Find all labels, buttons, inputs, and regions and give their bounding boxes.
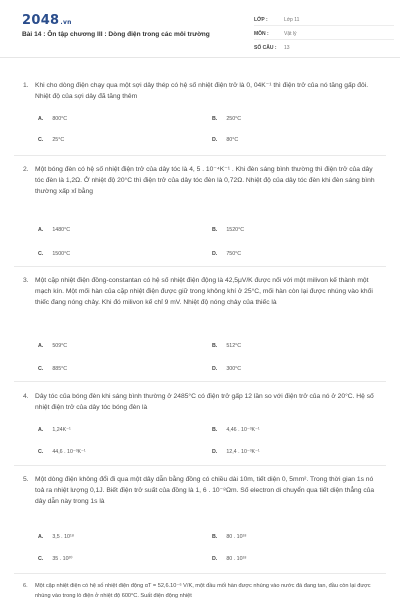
option-text: 1480°C xyxy=(52,227,71,233)
page-title: Bài 14 : Ôn tập chương III : Dòng điện trong các môi trường xyxy=(22,31,210,38)
option-letter: B. xyxy=(212,427,218,433)
option-text: 509°C xyxy=(52,343,68,349)
option-text: 80 . 10¹⁸ xyxy=(226,556,247,562)
option-text: 25°C xyxy=(52,137,65,143)
question-4 xyxy=(23,391,383,413)
question-text: Một bóng đèn có hệ số nhiệt điện trở của dây tóc là 4, 5 . 10⁻⁴K⁻¹ . Khi đèn sáng bình thường thì điện trở của dây tóc đèn là 1,2Ω. Ở nhiệt độ 20°C thì điện trở của dây tóc đèn là 0,72Ω. Nhiệt độ của dây tóc đèn khi đèn sáng bình thường xấp xỉ bằng xyxy=(35,166,375,195)
option-c[interactable] xyxy=(38,556,72,562)
option-text: 512°C xyxy=(226,343,242,349)
option-letter: D. xyxy=(212,556,218,562)
meta-key: SỐ CÂU : xyxy=(254,45,277,51)
option-letter: D. xyxy=(212,137,218,143)
option-text: 4,46 . 10⁻³K⁻¹ xyxy=(226,427,260,433)
logo-suffix: .vn xyxy=(60,19,72,26)
option-text: 44,6 . 10⁻³K⁻¹ xyxy=(52,449,86,455)
option-letter: A. xyxy=(38,116,44,122)
option-letter: C. xyxy=(38,556,44,562)
option-letter: D. xyxy=(212,449,218,455)
option-d[interactable] xyxy=(212,556,247,562)
option-text: 250°C xyxy=(226,116,242,122)
option-letter: C. xyxy=(38,366,44,372)
question-number: 4. xyxy=(23,393,29,400)
option-letter: C. xyxy=(38,251,44,257)
meta-key: MÔN : xyxy=(254,31,269,37)
option-a[interactable] xyxy=(38,227,70,233)
option-a[interactable] xyxy=(38,116,67,122)
option-a[interactable] xyxy=(38,534,74,540)
option-text: 35 . 10²⁰ xyxy=(52,556,73,562)
option-b[interactable] xyxy=(212,534,247,540)
question-3 xyxy=(23,275,383,308)
option-letter: D. xyxy=(212,251,218,257)
meta-key: LỚP : xyxy=(254,17,268,23)
meta-value: 13 xyxy=(284,45,290,51)
option-letter: B. xyxy=(212,116,218,122)
question-1 xyxy=(23,80,383,102)
divider xyxy=(14,266,386,267)
question-text: Dây tóc của bóng đèn khi sáng bình thường ở 2485°C có điện trở gấp 12 lần so với điện trở của nó ở 20°C. Hệ số nhiệt điện trở của dây tóc bóng đèn là xyxy=(35,393,374,411)
site-logo[interactable] xyxy=(22,13,72,28)
meta-count xyxy=(254,42,394,54)
question-number: 3. xyxy=(23,277,29,284)
option-letter: B. xyxy=(212,343,218,349)
option-a[interactable] xyxy=(38,427,71,433)
option-text: 1,24K⁻¹ xyxy=(52,427,71,433)
option-c[interactable] xyxy=(38,449,86,455)
meta-value: Vật lý xyxy=(284,31,297,37)
header xyxy=(0,0,400,58)
option-b[interactable] xyxy=(212,116,241,122)
question-number: 5. xyxy=(23,476,29,483)
option-c[interactable] xyxy=(38,137,64,143)
option-text: 300°C xyxy=(226,366,242,372)
question-text: Một dòng điện không đổi đi qua một dây dẫn bằng đồng có chiều dài 10m, tiết diện 0, 5mm². Trong thời gian 1s nó toả ra nhiệt lượng 0,1J. Biết điện trở suất của đồng là 1, 6 . 10⁻⁸Ωm. Số electron di chuyển qua tiết diện thẳng của dây dẫn này trong 1s là xyxy=(35,476,375,505)
divider xyxy=(14,381,386,382)
option-c[interactable] xyxy=(38,251,70,257)
divider xyxy=(14,155,386,156)
option-letter: A. xyxy=(38,427,44,433)
option-letter: B. xyxy=(212,534,218,540)
question-6 xyxy=(23,581,383,600)
option-d[interactable] xyxy=(212,449,260,455)
option-letter: C. xyxy=(38,449,44,455)
option-d[interactable] xyxy=(212,366,241,372)
question-number: 6. xyxy=(23,583,28,589)
divider xyxy=(14,573,386,574)
option-text: 12,4 . 10⁻³K⁻¹ xyxy=(226,449,260,455)
option-letter: A. xyxy=(38,343,44,349)
question-text: Khi cho dòng điện chạy qua một sợi dây thép có hệ số nhiệt điện trở là 0, 04K⁻¹ thì điện trở của nó tăng gấp đôi. Nhiệt độ của sợi dây đã tăng thêm xyxy=(35,82,369,100)
option-c[interactable] xyxy=(38,366,67,372)
question-2 xyxy=(23,164,383,197)
logo-main: 2048 xyxy=(22,13,60,28)
option-b[interactable] xyxy=(212,427,260,433)
option-a[interactable] xyxy=(38,343,67,349)
option-b[interactable] xyxy=(212,343,241,349)
option-text: 80 . 10¹⁸ xyxy=(226,534,247,540)
question-text: Một cặp nhiệt điện có hệ số nhiệt điện động αT = 52,6.10⁻⁶ V/K, một đầu mối hàn được nhúng vào nước đá đang tan, đầu còn lại được nhúng vào trong lò điện ở nhiệt độ 600°C. Suất điện động nhiệt xyxy=(35,583,371,599)
option-text: 3,5 . 10¹⁸ xyxy=(52,534,74,540)
option-text: 750°C xyxy=(226,251,242,257)
option-text: 1500°C xyxy=(52,251,71,257)
meta-subject xyxy=(254,28,394,40)
option-text: 80°C xyxy=(226,137,239,143)
option-letter: D. xyxy=(212,366,218,372)
option-letter: C. xyxy=(38,137,44,143)
option-letter: A. xyxy=(38,534,44,540)
option-text: 885°C xyxy=(52,366,68,372)
divider xyxy=(14,465,386,466)
meta-class xyxy=(254,14,394,26)
question-text: Một cặp nhiệt điện đồng-constantan có hệ số nhiệt điện động là 42,5μV/K được nối với một milivon kế thành một mạch kín. Một mối hàn của cặp nhiệt điện được giữ trong không khí ở 25°C, mối hàn còn lại được nhúng vào khối thiếc đang nóng chảy. Khi đó milivon kế chỉ 9 mV. Nhiệt độ nóng chảy của thiếc là xyxy=(35,277,373,306)
option-d[interactable] xyxy=(212,251,241,257)
option-letter: B. xyxy=(212,227,218,233)
question-number: 1. xyxy=(23,82,29,89)
meta-value: Lớp 11 xyxy=(284,17,300,23)
question-number: 2. xyxy=(23,166,29,173)
option-d[interactable] xyxy=(212,137,238,143)
option-b[interactable] xyxy=(212,227,244,233)
option-text: 800°C xyxy=(52,116,68,122)
option-text: 1520°C xyxy=(226,227,245,233)
option-letter: A. xyxy=(38,227,44,233)
question-5 xyxy=(23,474,383,507)
